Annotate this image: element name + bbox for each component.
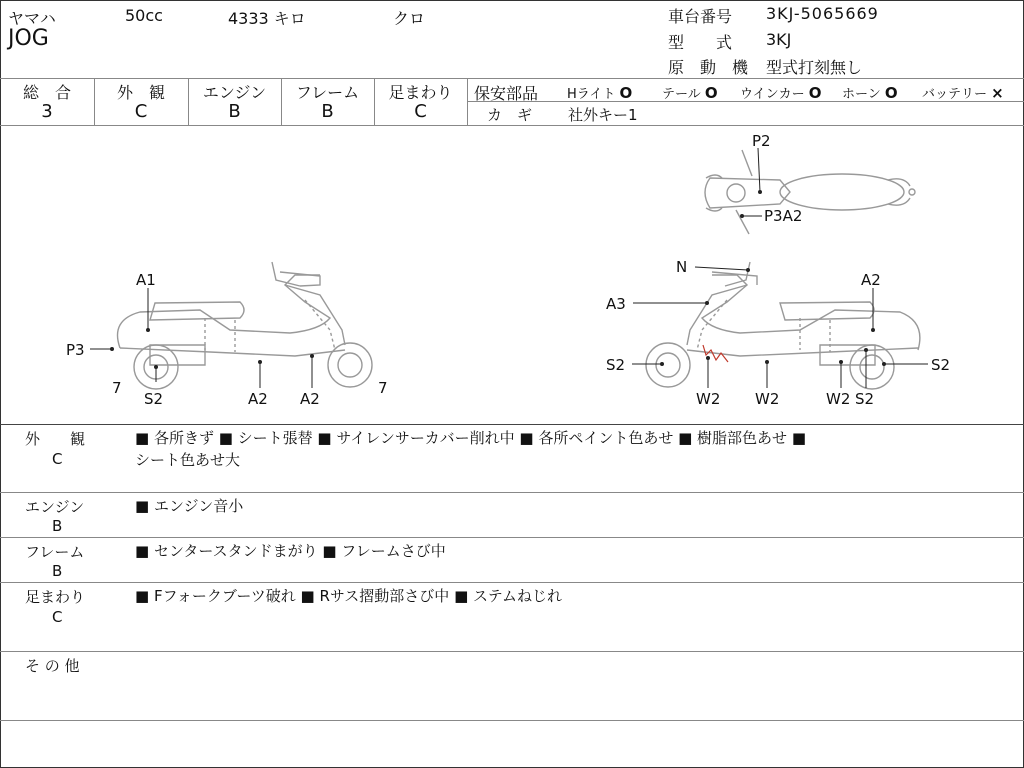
label-s2: S2 <box>855 390 875 408</box>
divider <box>0 537 1024 538</box>
safety-item: バッテリー × <box>922 84 1004 102</box>
damage-diagram <box>0 126 1024 424</box>
remark-exterior-text: ■ 各所きず ■ シート張替 ■ サイレンサーカバー削れ中 ■ 各所ペイント色あせ ■ 樹脂部色あせ ■ <box>135 429 806 447</box>
remark-suspension-grade: C <box>52 608 63 626</box>
model-name: JOG <box>8 26 49 51</box>
remark-exterior-text-2: シート色あせ大 <box>135 451 241 469</box>
remark-other-label: そ の 他 <box>25 657 80 675</box>
color: クロ <box>393 9 426 28</box>
suspension-grade-label: 足まわり <box>388 83 453 102</box>
exterior-grade: C <box>134 101 148 122</box>
remark-frame-text: ■ センタースタンドまがり ■ フレームさび中 <box>135 542 446 560</box>
safety-item: ウインカー O <box>740 84 822 102</box>
label-w2: W2 <box>696 390 721 408</box>
divider <box>0 78 1024 79</box>
safety-item: ホーン O <box>842 84 898 102</box>
label-a2: A2 <box>300 390 320 408</box>
divider <box>467 78 468 125</box>
label-a1: A1 <box>136 271 156 289</box>
remark-exterior-grade: C <box>52 450 63 468</box>
engine-grade-label: エンジン <box>202 83 267 102</box>
frame-grade-label: フレーム <box>295 83 360 102</box>
remark-frame-grade: B <box>52 562 63 580</box>
label-7: 7 <box>378 379 388 397</box>
remark-engine-label: エンジン <box>25 498 85 516</box>
remark-exterior-label: 外 観 <box>25 430 86 448</box>
divider <box>0 492 1024 493</box>
label-w2: W2 <box>826 390 851 408</box>
label-a2: A2 <box>861 271 881 289</box>
label-7: 7 <box>112 379 122 397</box>
label-s2: S2 <box>606 356 626 374</box>
displacement: 50cc <box>125 6 163 25</box>
label-p3: P3 <box>66 341 85 359</box>
mileage: 4333 キロ <box>228 9 306 28</box>
remark-engine-text: ■ エンジン音小 <box>135 497 244 515</box>
divider <box>0 720 1024 721</box>
label-p3a2: P3A2 <box>764 207 803 225</box>
label-a2: A2 <box>248 390 268 408</box>
suspension-grade: C <box>414 101 427 122</box>
engine-label: 原 動 機 <box>668 58 749 77</box>
label-p2: P2 <box>752 132 771 150</box>
remark-suspension-label: 足まわり <box>25 588 86 606</box>
label-n: N <box>676 258 688 276</box>
safety-item: Hライト O <box>567 84 633 102</box>
key-value: 社外キー1 <box>568 106 638 124</box>
total-label: 総 合 <box>22 83 71 102</box>
scooter-top-view <box>705 150 915 234</box>
remark-suspension-text: ■ Fフォークブーツ破れ ■ Rサス摺動部さび中 ■ ステムねじれ <box>135 587 562 605</box>
remark-frame-label: フレーム <box>25 543 85 561</box>
label-s2: S2 <box>931 356 951 374</box>
label-s2: S2 <box>144 390 164 408</box>
key-label: カ ギ <box>487 106 533 124</box>
remark-engine-grade: B <box>52 517 63 535</box>
divider <box>0 651 1024 652</box>
frame-no: 3KJ-5065669 <box>766 4 879 23</box>
engine-stamp: 型式打刻無し <box>766 58 863 77</box>
type-value: 3KJ <box>766 30 792 49</box>
label-w2: W2 <box>755 390 780 408</box>
total-grade: 3 <box>41 101 53 122</box>
divider <box>0 424 1024 425</box>
maker: ヤマハ <box>8 9 56 28</box>
exterior-label: 外 観 <box>116 83 165 102</box>
frame-no-label: 車台番号 <box>668 7 733 26</box>
safety-label: 保安部品 <box>474 84 539 103</box>
safety-item: テール O <box>662 84 718 102</box>
frame-grade: B <box>321 101 334 122</box>
type-label: 型 式 <box>668 33 733 52</box>
label-a3: A3 <box>606 295 626 313</box>
engine-grade: B <box>228 101 241 122</box>
divider <box>0 582 1024 583</box>
